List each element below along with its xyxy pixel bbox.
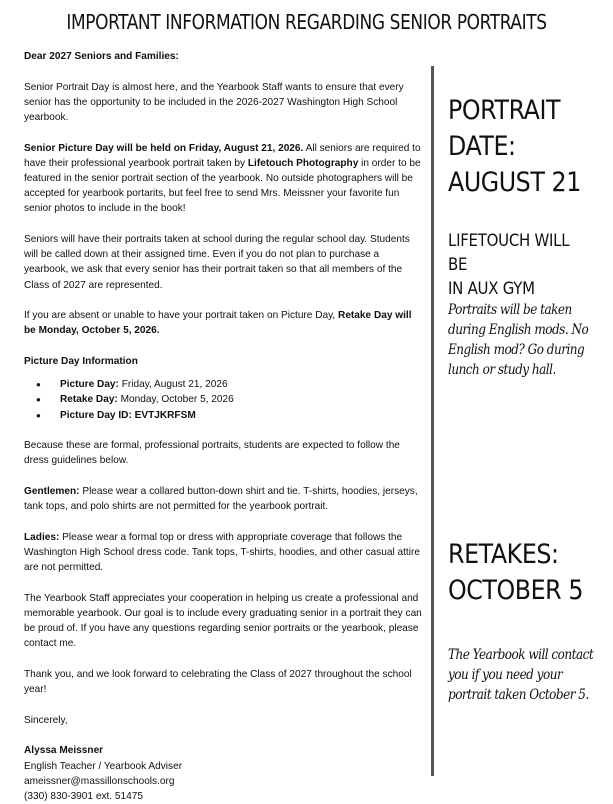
retake-paragraph: If you are absent or unable to have your portrait taken on Picture Day, Retake Day will be Monday, October 5, 2026.	[24, 310, 412, 337]
signature-block	[24, 743, 426, 804]
list-item: ● Picture Day ID: EVTJKRFSM	[24, 408, 426, 423]
location-heading: LIFETOUCH WILL BE IN AUX GYM	[448, 231, 570, 299]
intro-paragraph: Senior Portrait Day is almost here, and the Yearbook Staff wants to ensure that every senior has the opportunity to be included in the 2026-2027 Washington High School yearbook.	[24, 81, 404, 123]
portrait-note: Portraits will be taken during English mods. No English mod? Go during lunch or study hall.	[448, 302, 589, 378]
letter-body	[24, 49, 426, 804]
signature-title: English Teacher / Yearbook Adviser	[24, 760, 183, 772]
picture-day-info-list	[24, 377, 426, 423]
closing: Sincerely,	[24, 714, 68, 726]
thanks-paragraph: The Yearbook Staff appreciates your cooperation in helping us create a professional and memorable yearbook. Our goal is to include every graduating senior in a portrait they can be proud of. If you have any questions regarding senior portraits or the yearbook, please contact me.	[24, 592, 422, 650]
portrait-date-heading: PORTRAIT DATE: AUGUST 21	[448, 95, 581, 198]
list-item: ● Picture Day: Friday, August 21, 2026	[24, 377, 426, 392]
schedule-paragraph: Seniors will have their portraits taken at school during the regular school day. Students will be called down at their assigned time. Even if you do not plan to purchase a yearbook, we ask that every senior has their portrait taken so that all members of the Class of 2027 are represented.	[24, 234, 410, 291]
gentlemen-paragraph: Gentlemen: Please wear a collared button-down shirt and tie. T-shirts, hoodies, jerseys, tank tops, and polo shirts are not permitted for the yearbook portrait.	[24, 486, 418, 513]
ladies-paragraph: Ladies: Please wear a formal top or dress with appropriate coverage that follows the Washington High School dress code. Tank tops, T-shirts, hoodies, and other casual attire are not permitted.	[24, 531, 420, 574]
page-title: IMPORTANT INFORMATION REGARDING SENIOR PORTRAITS	[66, 10, 547, 34]
closing-paragraph: Thank you, and we look forward to celebrating the Class of 2027 throughout the school year!	[24, 669, 412, 696]
list-item: ● Retake Day: Monday, October 5, 2026	[24, 392, 426, 407]
column-divider	[431, 66, 434, 776]
dress-intro-paragraph: Because these are formal, professional portraits, students are expected to follow the dress guidelines below.	[24, 440, 400, 467]
retakes-heading: RETAKES: OCTOBER 5	[448, 539, 584, 606]
signature-name: Alyssa Meissner	[24, 745, 104, 757]
picture-day-paragraph: Senior Picture Day will be held on Friday, August 21, 2026. All seniors are required to have their professional yearbook portrait taken by Lifetouch Photography in order to be featured in the senior portrait section of the yearbook. No outside photographers will be accepted for yearbook portarits, but feel free to send Mrs. Meissner your favorite fun senior photos to include in the book!	[24, 142, 421, 215]
retake-note: The Yearbook will contact you if you need your portrait taken October 5.	[448, 647, 594, 703]
info-heading: Picture Day Information	[24, 356, 138, 367]
greeting: Dear 2027 Seniors and Families:	[24, 51, 179, 62]
signature-email: ameissner@massillonschools.org	[24, 775, 175, 787]
signature-phone: (330) 830-3901 ext. 51475	[24, 791, 143, 802]
